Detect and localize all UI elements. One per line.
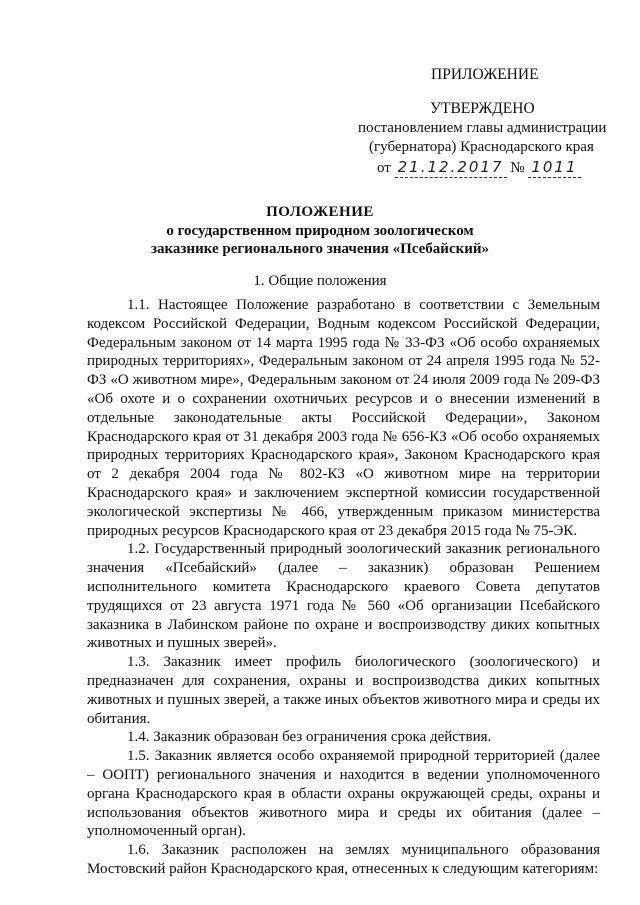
document-subtitle-line-1: о государственном природном зоологическом: [166, 223, 474, 239]
paragraph-1-4: 1.4. Заказник образован без ограничения срока действия.: [127, 729, 492, 746]
document-title: ПОЛОЖЕНИЕ: [266, 204, 374, 220]
document-body: [87, 296, 600, 879]
paragraph-1-1: 1.1. Настоящее Положение разработано в соответствии с Земельным кодексом Российской Федерации, Водным кодексом Российской Федерации, Федеральным законом от 14 марта 1995 года № 33-ФЗ «Об особо охраняемых природных территориях», Федеральным законом от 24 апреля 1995 года № 52-ФЗ «О животном мире», Федеральным законом от 24 июля 2009 года № 209-ФЗ «Об охоте и о сохранении охотничьих ресурсов и о внесении изменений в отдельные законодательные акты Российской Федерации», Законом Краснодарского края от 31 декабря 2003 года № 656-КЗ «Об особо охраняемых природных территориях Краснодарского края», Законом Краснодарского края от 2 декабря 2004 года № 802-КЗ «О животном мире на территории Краснодарского края» и заключением экспертной комиссии государственной экологической экспертизы № 466, утвержденным приказом министерства природных ресурсов Краснодарского края от 23 декабря 2015 года № 75-ЭК.: [87, 297, 600, 539]
handwritten-number: 1011: [528, 157, 580, 178]
paragraph-1-5: 1.5. Заказник является особо охраняемой природной территорией (далее – ООПТ) регионального значения и находится в ведении уполномоченного органа Краснодарского края в области охраны окружающей среды, охраны и использования объектов животного мира и среды их обитания (далее – уполномоченный орган).: [87, 748, 600, 840]
document-subtitle-line-2: заказнике регионального значения «Псебайский»: [150, 241, 490, 257]
handwritten-date: 21.12.2017: [395, 157, 507, 178]
paragraph-1-6: 1.6. Заказник расположен на землях муниципального образования Мостовский район Краснодарского края, отнесенных к следующим категориям:: [87, 842, 600, 877]
date-prefix: от: [377, 160, 391, 176]
appendix-label: ПРИЛОЖЕНИЕ: [431, 66, 539, 83]
paragraph-1-3: 1.3. Заказник имеет профиль биологического (зоологического) и предназначен для сохранения, охраны и воспроизводства диких копытных животных и пушных зверей, а также иных объектов животного мира и среды их обитания.: [87, 654, 600, 727]
section-heading: 1. Общие положения: [253, 273, 387, 289]
decree-line-1: постановлением главы администрации: [358, 120, 607, 136]
decree-date-number: [377, 157, 581, 178]
decree-line-2: (губернатора) Краснодарского края: [369, 139, 594, 155]
number-prefix: №: [510, 160, 525, 176]
approved-label: УТВЕРЖДЕНО: [430, 100, 535, 117]
paragraph-1-2: 1.2. Государственный природный зоологический заказник регионального значения «Псебайский» (далее – заказник) образован Решением исполнительного комитета Краснодарского краевого Совета депутатов трудящихся от 23 августа 1971 года № 560 «Об организации Псебайского заказника в Лабинском районе по охране и воспроизводству диких копытных животных и пушных зверей».: [87, 541, 600, 652]
